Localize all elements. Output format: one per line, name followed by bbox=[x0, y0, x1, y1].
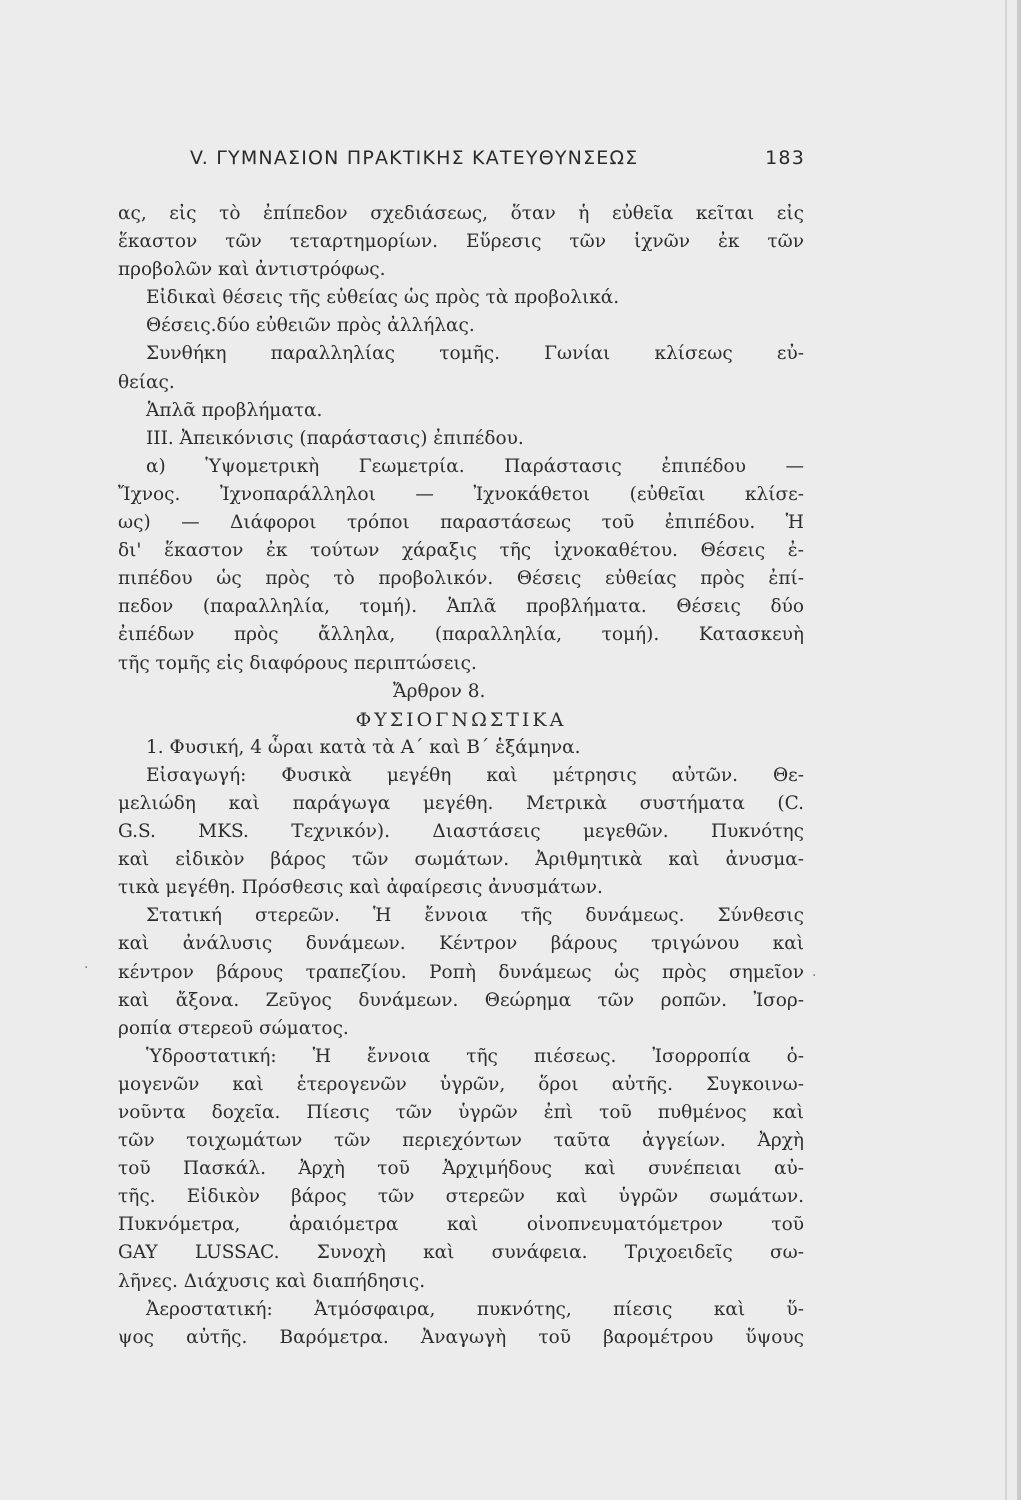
text-line: πιπέδου ὡς πρὸς τὸ προβολικόν. Θέσεις εὐθείας πρὸς ἐπί- bbox=[118, 568, 804, 590]
text-line: νοῦντα δοχεῖα. Πίεσις τῶν ὑγρῶν ἐπὶ τοῦ πυθμένος καὶ bbox=[118, 1102, 804, 1123]
text-line: Ἁπλᾶ προβλήματα. bbox=[146, 399, 323, 421]
article-number: Ἄρθρον 8. bbox=[393, 680, 486, 702]
header-title: V. ΓΥΜΝΑΣΙΟΝ ΠΡΑΚΤΙΚΗΣ ΚΑΤΕΥΘΥΝΣΕΩΣ bbox=[190, 147, 639, 169]
text-line: ως) — Διάφοροι τρόποι παραστάσεως τοῦ ἐπιπέδου. Ἡ bbox=[118, 512, 804, 534]
text-line: καὶ ἄξονα. Ζεῦγος δυνάμεων. Θεώρημα τῶν ροπῶν. Ἰσορ- bbox=[118, 989, 804, 1011]
running-header bbox=[190, 147, 805, 169]
text-line: Θέσεις.δύο εὐθειῶν πρὸς ἀλλήλας. bbox=[146, 315, 475, 337]
text-line: δι' ἕκαστον ἐκ τούτων χάραξις τῆς ἰχνοκαθέτου. Θέσεις ἐ- bbox=[118, 540, 804, 562]
text-line: λῆνες. Διάχυσις καὶ διαπήδησις. bbox=[118, 1270, 426, 1292]
text-line: τῆς. Εἰδικὸν βάρος τῶν στερεῶν καὶ ὑγρῶν σωμάτων. bbox=[118, 1186, 804, 1208]
text-line: προβολῶν καὶ ἀντιστρόφως. bbox=[118, 259, 386, 281]
text-line: τικὰ μεγέθη. Πρόσθεσις καὶ ἀφαίρεσις ἀνυσμάτων. bbox=[118, 877, 603, 899]
text-line: α) Ὑψομετρικὴ Γεωμετρία. Παράστασις ἐπιπέδου — bbox=[146, 455, 804, 477]
text-line: Ὑδροστατική: Ἡ ἔννοια τῆς πιέσεως. Ἰσορροπία ὁ- bbox=[146, 1045, 804, 1067]
text-line: ας, εἰς τὸ ἐπίπεδον σχεδιάσεως, ὅταν ἡ εὐθεῖα κεῖται εἰς bbox=[118, 203, 804, 224]
text-line: ἐιπέδων πρὸς ἄλληλα, (παραλληλία, τομή). Κατασκευὴ bbox=[118, 624, 804, 646]
text-line: θείας. bbox=[118, 371, 175, 393]
text-line: Εἰσαγωγή: Φυσικὰ μεγέθη καὶ μέτρησις αὐτῶν. Θε- bbox=[146, 764, 804, 786]
page-number: 183 bbox=[765, 147, 805, 169]
section-heading: ΦΥΣΙΟΓΝΩΣΤΙΚΑ bbox=[355, 708, 567, 731]
text-line: τῆς τομῆς εἰς διαφόρους περιπτώσεις. bbox=[118, 652, 477, 674]
text-line: Εἰδικαὶ θέσεις τῆς εὐθείας ὡς πρὸς τὰ προβολικά. bbox=[146, 287, 620, 309]
text-line: ἕκαστον τῶν τεταρτημορίων. Εὕρεσις τῶν ἰχνῶν ἐκ τῶν bbox=[118, 231, 804, 253]
text-line: 1. Φυσική, 4 ὧραι κατὰ τὰ Α΄ καὶ Β΄ ἑξάμηνα. bbox=[146, 736, 581, 758]
text-line: Ἴχνος. Ἰχνοπαράλληλοι — Ἰχνοκάθετοι (εὐθεῖαι κλίσε- bbox=[118, 483, 804, 505]
text-line: Πυκνόμετρα, ἀραιόμετρα καὶ οἰνοπνευματόμετρον τοῦ bbox=[118, 1214, 804, 1236]
text-line: καὶ εἰδικὸν βάρος τῶν σωμάτων. Ἀριθμητικὰ καὶ ἀνυσμα- bbox=[118, 849, 804, 871]
margin-speck: · bbox=[84, 960, 89, 976]
text-line: κέντρον βάρους τραπεζίου. Ροπὴ δυνάμεως ὡς πρὸς σημεῖον bbox=[118, 961, 804, 983]
margin-speck: . bbox=[812, 964, 817, 980]
text-line: III. Ἀπεικόνισις (παράστασις) ἐπιπέδου. bbox=[146, 427, 524, 449]
text-line: Συνθήκη παραλληλίας τομῆς. Γωνίαι κλίσεως εὐ- bbox=[146, 343, 804, 365]
text-line: G.S. MKS. Τεχνικόν). Διαστάσεις μεγεθῶν. Πυκνότης bbox=[118, 821, 804, 843]
text-line: μογενῶν καὶ ἑτερογενῶν ὑγρῶν, ὅροι αὐτῆς. Συγκοινω- bbox=[118, 1073, 804, 1095]
page-edge bbox=[1005, 0, 1007, 1500]
text-line: πεδον (παραλληλία, τομή). Ἁπλᾶ προβλήματα. Θέσεις δύο bbox=[118, 596, 804, 618]
text-line: ψος αὐτῆς. Βαρόμετρα. Ἀναγωγὴ τοῦ βαρομέτρου ὕψους bbox=[118, 1326, 804, 1348]
text-line: μελιώδη καὶ παράγωγα μεγέθη. Μετρικὰ συστήματα (C. bbox=[118, 792, 804, 814]
text-line: GAY LUSSAC. Συνοχὴ καὶ συνάφεια. Τριχοειδεῖς σω- bbox=[118, 1242, 804, 1264]
body-text bbox=[118, 200, 804, 1352]
text-line: Ἀεροστατική: Ἀτμόσφαιρα, πυκνότης, πίεσις καὶ ὕ- bbox=[146, 1298, 804, 1320]
text-line: καὶ ἀνάλυσις δυνάμεων. Κέντρον βάρους τριγώνου καὶ bbox=[118, 933, 804, 955]
text-line: Στατική στερεῶν. Ἡ ἔννοια τῆς δυνάμεως. Σύνθεσις bbox=[146, 905, 804, 927]
text-line: ροπία στερεοῦ σώματος. bbox=[118, 1017, 349, 1039]
text-line: τοῦ Πασκάλ. Ἀρχὴ τοῦ Ἀρχιμήδους καὶ συνέπειαι αὐ- bbox=[118, 1158, 804, 1180]
text-line: τῶν τοιχωμάτων τῶν περιεχόντων ταῦτα ἀγγείων. Ἀρχὴ bbox=[118, 1130, 804, 1152]
